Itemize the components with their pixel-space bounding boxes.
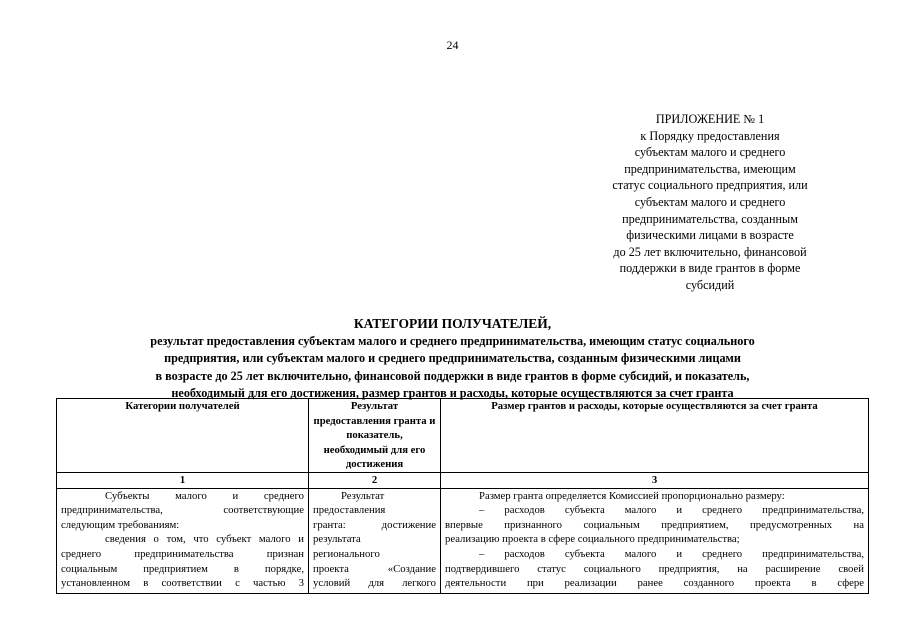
- header-cell-categories: Категории получателей: [57, 399, 309, 473]
- categories-cell: [57, 488, 309, 593]
- appendix-line: субъектам малого и среднего: [634, 145, 786, 160]
- result-cell: [309, 488, 441, 593]
- appendix-line: ПРИЛОЖЕНИЕ № 1: [655, 112, 765, 126]
- cell-line: деятельности при реализации ранее созданного проекта в сфере: [445, 577, 864, 590]
- cell-line: подтвердившего статус социального предприятия, на расширение своей: [445, 562, 864, 575]
- table-header-row: [57, 399, 869, 473]
- appendix-line: физическими лицами в возрасте: [626, 228, 794, 243]
- header-cell-result: Результат предоставления гранта и показатель, необходимый для его достижения: [309, 399, 441, 473]
- heading-title: КАТЕГОРИИ ПОЛУЧАТЕЛЕЙ,: [353, 316, 552, 331]
- cell-line: предоставления: [313, 504, 386, 517]
- cell-line: предпринимательства, соответствующие: [61, 504, 304, 517]
- cell-line: Результат: [341, 489, 385, 502]
- cell-line: проекта «Создание: [313, 562, 436, 575]
- appendix-block: [585, 111, 835, 294]
- cell-line: регионального: [313, 547, 380, 560]
- cell-line: социальным предприятием в порядке,: [61, 562, 304, 575]
- heading-line: предприятия, или субъектам малого и среднего предпринимательства, созданным физическими лицами: [164, 351, 741, 366]
- cell-line: следующим требованиям:: [61, 518, 180, 531]
- appendix-line: поддержки в виде грантов в форме: [619, 261, 801, 276]
- document-heading: [0, 315, 905, 403]
- cell-line: среднего предпринимательства признан: [61, 547, 304, 560]
- appendix-line: до 25 лет включительно, финансовой: [613, 244, 807, 259]
- cell-line: гранта: достижение: [313, 518, 436, 531]
- cell-line: Размер гранта определяется Комиссией пропорционально размеру:: [479, 489, 785, 502]
- appendix-line: субсидий: [685, 277, 735, 292]
- cell-line: – расходов субъекта малого и среднего предпринимательства,: [479, 547, 864, 560]
- appendix-line: предпринимательства, имеющим: [624, 161, 796, 176]
- appendix-line: субъектам малого и среднего: [634, 194, 786, 209]
- column-number: 1: [57, 472, 309, 488]
- cell-line: условий для легкого: [313, 577, 436, 590]
- appendix-line: предпринимательства, созданным: [622, 211, 798, 226]
- cell-line: Субъекты малого и среднего: [105, 489, 304, 502]
- column-number: 2: [309, 472, 441, 488]
- heading-line: результат предоставления субъектам малого и среднего предпринимательства, имеющим статус социального: [150, 334, 755, 348]
- table-row: [57, 488, 869, 593]
- appendix-line: к Порядку предоставления: [640, 128, 780, 143]
- cell-line: реализацию проекта в сфере социального предпринимательства;: [445, 533, 740, 546]
- appendix-line: статус социального предприятия, или: [612, 178, 808, 193]
- column-number: 3: [441, 472, 869, 488]
- heading-line: в возрасте до 25 лет включительно, финансовой поддержки в виде грантов в форме субсидий, и показатель,: [155, 368, 750, 383]
- cell-line: установленном в соответствии с частью 3: [61, 577, 304, 590]
- heading-line: необходимый для его достижения, размер грантов и расходы, которые осуществляются за счет гранта: [171, 386, 734, 401]
- cell-line: впервые признанного социальным предприятием, предусмотренных на: [445, 518, 864, 531]
- header-cell-grant-size: Размер грантов и расходы, которые осуществляются за счет гранта: [441, 399, 869, 473]
- cell-line: результата: [313, 533, 361, 546]
- cell-line: сведения о том, что субъект малого и: [105, 533, 304, 546]
- cell-line: – расходов субъекта малого и среднего предпринимательства,: [479, 504, 864, 517]
- grant-size-cell: [441, 488, 869, 593]
- categories-table: [56, 398, 869, 594]
- column-number-row: [57, 472, 869, 488]
- page-number: 24: [446, 38, 459, 52]
